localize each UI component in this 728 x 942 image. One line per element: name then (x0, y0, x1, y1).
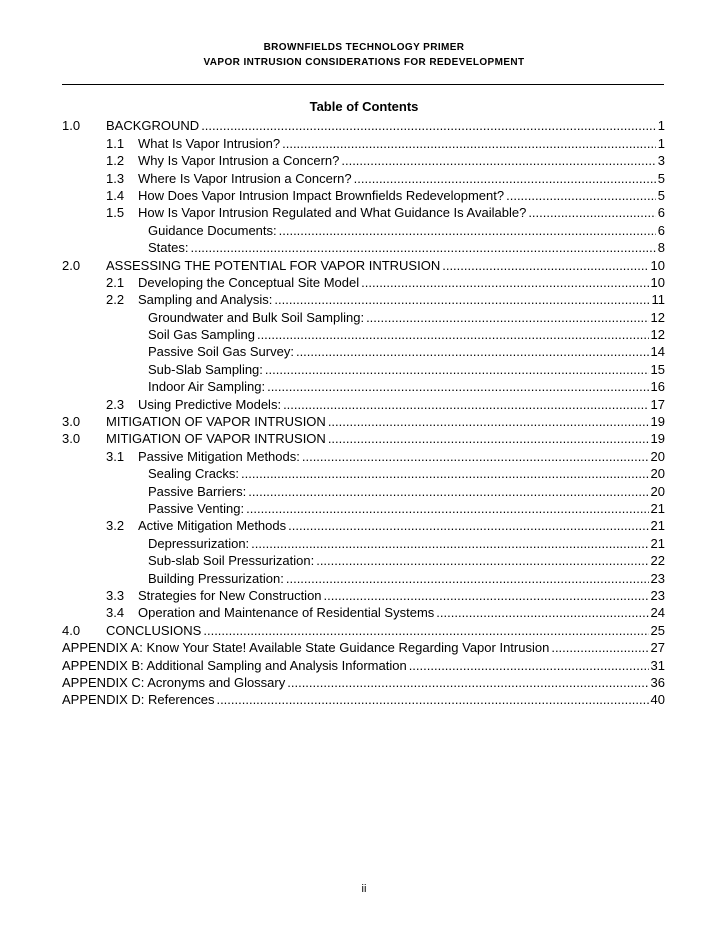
toc-entry-number: 1.0 (62, 118, 81, 134)
toc-entry[interactable] (62, 238, 665, 255)
dot-leader (328, 414, 649, 429)
toc-entry-number: 1.4 (106, 187, 125, 203)
toc-entry-number: 1.3 (106, 170, 125, 186)
dot-leader (341, 153, 655, 168)
toc-entry[interactable] (62, 412, 665, 429)
toc-entry-page: 10 (650, 257, 665, 273)
toc-entry[interactable] (62, 151, 665, 168)
toc-entry[interactable] (62, 603, 665, 620)
toc-entry-page: 3 (657, 153, 665, 169)
dot-leader (316, 553, 648, 568)
toc-entry-page: 24 (650, 605, 665, 621)
toc-entry-page: 12 (650, 327, 665, 343)
toc-entry-title: Soil Gas Sampling (148, 327, 255, 343)
toc-entry-title: Sampling and Analysis: (138, 292, 273, 308)
dot-leader (251, 536, 648, 551)
dot-leader (328, 431, 649, 446)
toc-entry-title: How Does Vapor Intrusion Impact Brownfields Redevelopment? (138, 187, 505, 203)
toc-entry-title: Depressurization: (148, 535, 250, 551)
toc-entry-page: 19 (650, 414, 665, 430)
toc-entry[interactable] (62, 481, 665, 498)
toc-entry-number: 4.0 (62, 622, 81, 638)
toc-entry-page: 23 (650, 587, 665, 603)
toc-entry[interactable] (62, 273, 665, 290)
toc-entry-page: 15 (650, 361, 665, 377)
dot-leader (287, 675, 648, 690)
toc-heading: Table of Contents (309, 99, 419, 114)
dot-leader (296, 344, 649, 359)
toc-entry-page: 8 (657, 240, 665, 256)
toc-entry-number: 1.2 (106, 153, 125, 169)
toc-entry-page: 19 (650, 431, 665, 447)
toc-entry[interactable] (62, 568, 665, 585)
toc-entry-title: Passive Venting: (148, 500, 245, 516)
toc-entry-number: 1.5 (106, 205, 125, 221)
toc-entry-page: 11 (651, 292, 665, 308)
toc-entry-page: 16 (650, 379, 665, 395)
toc-entry[interactable] (62, 377, 665, 394)
dot-leader (216, 692, 648, 707)
dot-leader (324, 588, 649, 603)
toc-entry-title: BACKGROUND (106, 118, 200, 134)
toc-entry-title: Passive Mitigation Methods: (138, 448, 300, 464)
toc-entry[interactable] (62, 429, 665, 446)
toc-entry-title: Why Is Vapor Intrusion a Concern? (138, 153, 340, 169)
toc-entry-number: 3.1 (106, 448, 125, 464)
toc-entry-title: Groundwater and Bulk Soil Sampling: (148, 309, 365, 325)
toc-entry[interactable] (62, 290, 665, 307)
toc-entry-title: ASSESSING THE POTENTIAL FOR VAPOR INTRUSION (106, 257, 441, 273)
dot-leader (248, 484, 648, 499)
toc-entry-title: Where Is Vapor Intrusion a Concern? (138, 170, 352, 186)
toc-entry-title: Guidance Documents: (148, 222, 277, 238)
dot-leader (257, 327, 649, 342)
toc-entry[interactable] (62, 586, 665, 603)
table-of-contents (62, 116, 665, 707)
dot-leader (246, 501, 648, 516)
dot-leader (265, 362, 649, 377)
toc-entry[interactable] (62, 133, 665, 150)
toc-entry[interactable] (62, 203, 665, 220)
toc-entry[interactable] (62, 620, 665, 637)
toc-entry-page: 5 (657, 170, 665, 186)
toc-entry-page: 5 (657, 187, 665, 203)
toc-entry-number: 2.2 (106, 292, 125, 308)
toc-entry-page: 40 (650, 692, 665, 708)
dot-leader (409, 658, 649, 673)
toc-entry-title: Sub-Slab Sampling: (148, 361, 263, 377)
dot-leader (551, 640, 648, 655)
toc-entry[interactable] (62, 359, 665, 376)
page-number: ii (361, 883, 367, 895)
dot-leader (283, 397, 648, 412)
toc-entry-page: 1 (657, 118, 665, 134)
toc-entry-page: 31 (650, 657, 665, 673)
toc-entry-title: How Is Vapor Intrusion Regulated and What Guidance Is Available? (138, 205, 527, 221)
toc-entry[interactable] (62, 342, 665, 359)
toc-entry[interactable] (62, 533, 665, 550)
toc-entry-title: Passive Barriers: (148, 483, 247, 499)
toc-entry[interactable] (62, 690, 665, 707)
toc-entry[interactable] (62, 638, 665, 655)
dot-leader (288, 518, 648, 533)
dot-leader (286, 571, 649, 586)
toc-entry[interactable] (62, 220, 665, 237)
toc-entry-page: 22 (650, 553, 665, 569)
toc-entry-title: CONCLUSIONS (106, 622, 202, 638)
header-divider (62, 84, 664, 85)
toc-entry[interactable] (62, 186, 665, 203)
dot-leader (282, 136, 656, 151)
toc-entry[interactable] (62, 446, 665, 463)
toc-entry[interactable] (62, 464, 665, 481)
toc-entry-title: States: (148, 240, 189, 256)
dot-leader (528, 205, 655, 220)
toc-entry[interactable] (62, 499, 665, 516)
toc-entry[interactable] (62, 325, 665, 342)
toc-entry-title: Sub-slab Soil Pressurization: (148, 553, 315, 569)
toc-entry-number: 1.1 (106, 135, 125, 151)
toc-entry-title: Developing the Conceptual Site Model (138, 274, 360, 290)
toc-entry-page: 10 (650, 274, 665, 290)
toc-entry-title: Building Pressurization: (148, 570, 284, 586)
toc-entry-number: 3.3 (106, 587, 125, 603)
dot-leader (442, 258, 648, 273)
toc-entry-title: Operation and Maintenance of Residential Systems (138, 605, 435, 621)
toc-entry-title: Active Mitigation Methods (138, 518, 287, 534)
toc-entry-title: APPENDIX D: References (62, 692, 215, 708)
toc-entry-title: APPENDIX B: Additional Sampling and Analysis Information (62, 657, 407, 673)
dot-leader (302, 449, 649, 464)
toc-entry-title: What Is Vapor Intrusion? (138, 135, 281, 151)
dot-leader (190, 240, 655, 255)
toc-entry[interactable] (62, 516, 665, 533)
toc-entry-page: 21 (650, 500, 665, 516)
toc-entry-page: 27 (650, 640, 665, 656)
toc-entry-page: 12 (650, 309, 665, 325)
toc-entry-number: 2.0 (62, 257, 81, 273)
toc-entry-page: 36 (650, 674, 665, 690)
dot-leader (436, 605, 648, 620)
toc-entry-page: 1 (657, 135, 665, 151)
dot-leader (274, 292, 649, 307)
toc-entry-title: Sealing Cracks: (148, 466, 240, 482)
toc-entry-page: 14 (650, 344, 665, 360)
document-header-subtitle: VAPOR INTRUSION CONSIDERATIONS FOR REDEVELOPMENT (203, 57, 525, 68)
toc-entry-page: 6 (657, 222, 665, 238)
dot-leader (267, 379, 648, 394)
toc-entry-title: APPENDIX A: Know Your State! Available State Guidance Regarding Vapor Intrusion (62, 640, 550, 656)
dot-leader (241, 466, 648, 481)
toc-entry-number: 3.0 (62, 414, 81, 430)
toc-entry-page: 20 (650, 483, 665, 499)
toc-entry-page: 23 (650, 570, 665, 586)
document-header-title: BROWNFIELDS TECHNOLOGY PRIMER (263, 42, 465, 53)
toc-entry-page: 17 (650, 396, 665, 412)
toc-entry-title: Strategies for New Construction (138, 587, 322, 603)
toc-entry-number: 2.1 (106, 274, 125, 290)
toc-entry-page: 25 (650, 622, 665, 638)
toc-entry-title: Passive Soil Gas Survey: (148, 344, 294, 360)
toc-entry[interactable] (62, 394, 665, 411)
toc-entry-title: Indoor Air Sampling: (148, 379, 266, 395)
toc-entry-number: 3.4 (106, 605, 125, 621)
dot-leader (354, 171, 656, 186)
toc-entry-number: 3.0 (62, 431, 81, 447)
toc-entry[interactable] (62, 168, 665, 185)
toc-entry-page: 21 (650, 535, 665, 551)
toc-entry-title: MITIGATION OF VAPOR INTRUSION (106, 431, 326, 447)
dot-leader (361, 275, 648, 290)
toc-entry[interactable] (62, 673, 665, 690)
dot-leader (279, 223, 656, 238)
toc-entry-number: 2.3 (106, 396, 125, 412)
dot-leader (366, 310, 648, 325)
toc-entry-page: 20 (650, 466, 665, 482)
toc-entry[interactable] (62, 551, 665, 568)
toc-entry[interactable] (62, 116, 665, 133)
dot-leader (506, 188, 656, 203)
toc-entry-title: MITIGATION OF VAPOR INTRUSION (106, 414, 326, 430)
toc-entry-page: 21 (650, 518, 665, 534)
toc-entry[interactable] (62, 655, 665, 672)
toc-entry[interactable] (62, 255, 665, 272)
dot-leader (201, 118, 656, 133)
toc-entry[interactable] (62, 307, 665, 324)
toc-entry-title: APPENDIX C: Acronyms and Glossary (62, 674, 286, 690)
toc-entry-page: 20 (650, 448, 665, 464)
toc-entry-number: 3.2 (106, 518, 125, 534)
toc-entry-title: Using Predictive Models: (138, 396, 282, 412)
toc-entry-page: 6 (657, 205, 665, 221)
dot-leader (203, 623, 648, 638)
